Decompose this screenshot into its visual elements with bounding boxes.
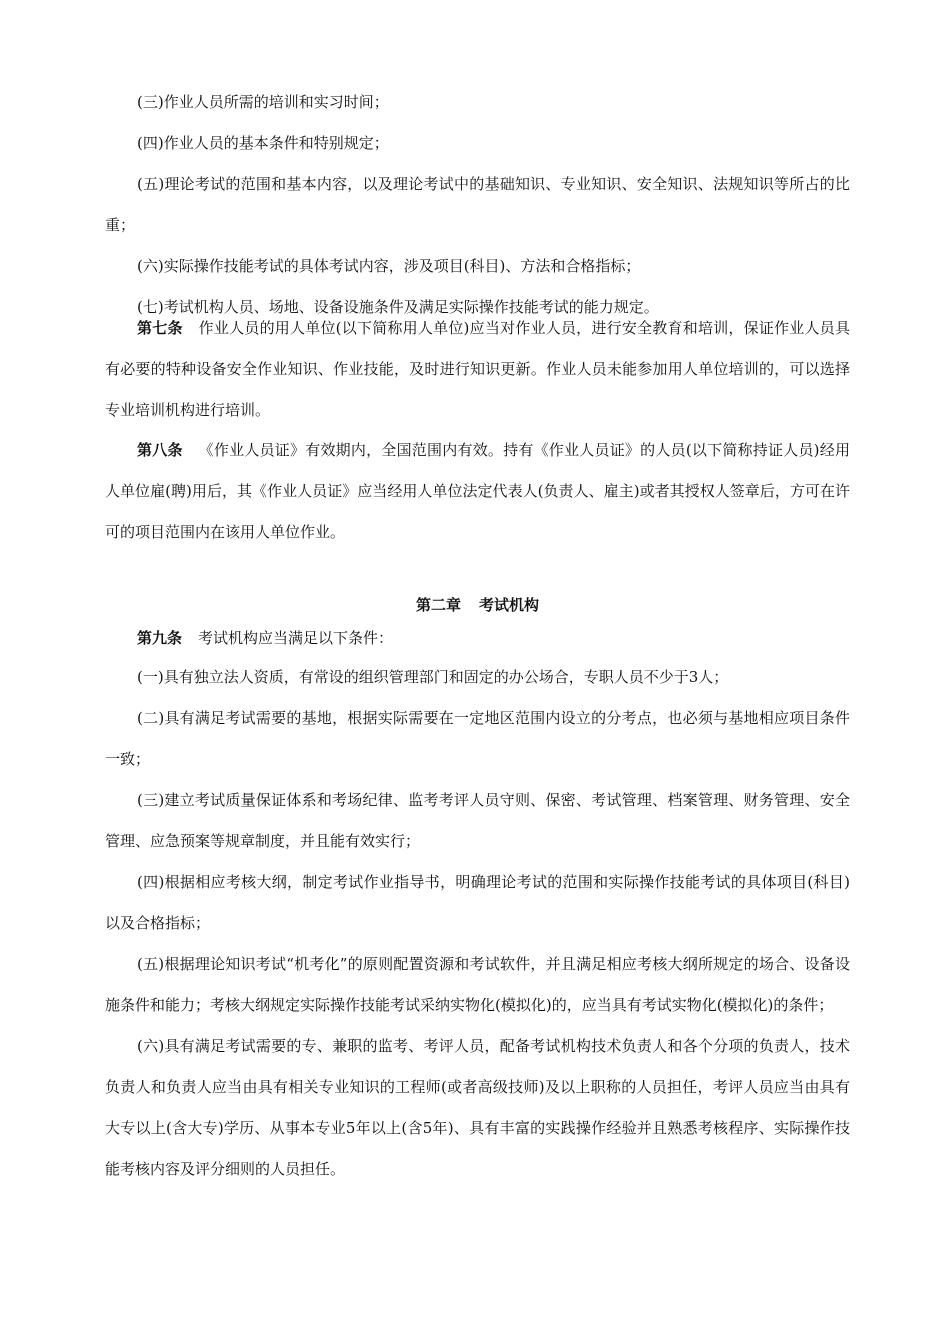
- article-8-label: 第八条: [137, 441, 183, 459]
- list-item: (一)具有独立法人资质，有常设的组织管理部门和固定的办公场合，专职人员不少于3人；: [137, 668, 729, 686]
- chapter-number: 第二章: [415, 596, 461, 614]
- article-9-text: 考试机构应当满足以下条件：: [198, 629, 394, 647]
- list-item: (四)根据相应考核大纲，制定考试作业指导书，明确理论考试的范围和实际操作技能考试的具体项目(科目)以及合格指标；: [105, 873, 850, 932]
- article-9-label: 第九条: [137, 629, 183, 647]
- article-7-label: 第七条: [137, 319, 183, 337]
- article-7: [105, 308, 850, 431]
- list-item: (五)根据理论知识考试“机考化”的原则配置资源和考试软件，并且满足相应考核大纲所规定的场合、设备设施条件和能力；考核大纲规定实际操作技能考试采纳实物化(模拟化)的，应当具有考试实物化(模拟化)的条件；: [105, 955, 850, 1014]
- items-block-a: [105, 82, 850, 328]
- list-item: (三)建立考试质量保证体系和考场纪律、监考考评人员守则、保密、考试管理、档案管理、财务管理、安全管理、应急预案等规章制度，并且能有效实行；: [105, 791, 850, 850]
- list-item: (六)具有满足考试需要的专、兼职的监考、考评人员，配备考试机构技术负责人和各个分项的负责人，技术负责人和负责人应当由具有相关专业知识的工程师(或者高级技师)及以上职称的人员担任，考评人员应当由具有大专以上(含大专)学历、从事本专业5年以上(含5年)、具有丰富的实践操作经验并且熟悉考核程序、实际操作技能考核内容及评分细则的人员担任。: [105, 1037, 851, 1178]
- chapter-title: 考试机构: [479, 596, 540, 614]
- list-item: (四)作业人员的基本条件和特别规定；: [137, 134, 389, 152]
- article-7-text: 作业人员的用人单位(以下简称用人单位)应当对作业人员，进行安全教育和培训，保证作业人员具有必要的特种设备安全作业知识、作业技能，及时进行知识更新。作业人员未能参加用人单位培训的，可以选择专业培训机构进行培训。: [105, 319, 850, 419]
- article-8: [105, 430, 850, 553]
- list-item: (三)作业人员所需的培训和实习时间；: [137, 93, 389, 111]
- list-item: (七)考试机构人员、场地、设备设施条件及满足实际操作技能考试的能力规定。: [137, 298, 659, 316]
- list-item: (五)理论考试的范围和基本内容，以及理论考试中的基础知识、专业知识、安全知识、法规知识等所占的比重；: [105, 175, 850, 234]
- items-block-b: [105, 657, 850, 1190]
- article-8-text: 《作业人员证》有效期内，全国范围内有效。持有《作业人员证》的人员(以下简称持证人员)经用人单位雇(聘)用后，其《作业人员证》应当经用人单位法定代表人(负责人、雇主)或者其授权人签章后，方可在许可的项目范围内在该用人单位作业。: [105, 441, 850, 541]
- article-9: [105, 620, 850, 656]
- chapter-heading: [105, 590, 850, 620]
- list-item: (二)具有满足考试需要的基地，根据实际需要在一定地区范围内设立的分考点，也必须与基地相应项目条件一致；: [105, 709, 850, 768]
- list-item: (六)实际操作技能考试的具体考试内容，涉及项目(科目)、方法和合格指标；: [137, 257, 641, 275]
